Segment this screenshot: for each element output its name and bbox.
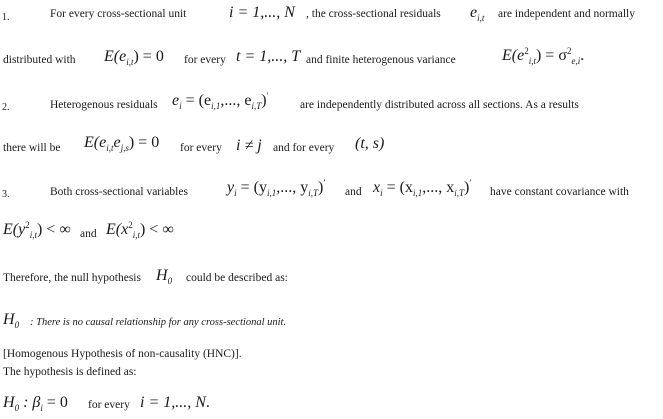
condition-1-number: 1.	[2, 12, 10, 23]
condition-3-math-c: $E(y^2_{i,t})$ < ∞	[3, 220, 71, 240]
condition-3-math-a: $y_i = (y_{i,1}$,..., $y_{i,T})'$	[227, 178, 326, 198]
condition-1-text-c: are independent and normally	[498, 8, 635, 20]
condition-2-math-d: (t, s)	[355, 135, 385, 152]
condition-1-text-f: and finite heterogenous variance	[306, 54, 456, 66]
hnc-text: [Homogenous Hypothesis of non-causality (HNC)].	[3, 348, 242, 360]
condition-2-text-a: Heterogenous residuals	[50, 99, 158, 111]
therefore-text: Therefore, the null hypothesis	[3, 272, 141, 284]
condition-2-text-b: are independently distributed across all sections. As a results	[300, 99, 579, 111]
therefore-end: could be described as:	[186, 272, 288, 284]
final-text: for every	[88, 399, 130, 411]
condition-1-text-b: , the cross-sectional residuals	[306, 8, 441, 20]
therefore-math: $H_0$	[156, 267, 173, 286]
condition-2-text-d: for every	[180, 142, 222, 154]
condition-3-text-c: have constant covariance with	[490, 186, 629, 198]
h0-statement-math: $H_0$	[3, 311, 20, 330]
condition-2-math-a: $e_i = (e_{i,1}$,..., $e_{i,T})'$	[172, 91, 269, 111]
condition-3-math-d: $E(x^2_{i,t})$ < ∞	[106, 220, 174, 240]
final-math-h0: $H_0$ : $\beta_i = 0$	[3, 394, 68, 413]
condition-1-math-c: $E(e_{i,t}) = 0$	[104, 48, 164, 67]
condition-1-math-a: i = 1,..., N	[229, 4, 295, 21]
condition-1-text-e: for every	[184, 54, 226, 66]
condition-2-math-b: $E(e_{i,t}e_{j,s}) = 0$	[84, 134, 160, 153]
condition-3-math-b: $x_i = (x_{i,1}$,..., $x_{i,T})'$	[373, 178, 472, 198]
condition-2-text-c: there will be	[3, 142, 61, 154]
condition-3-text-b: and	[345, 186, 362, 198]
condition-1-math-b: $e_{i,t}$	[470, 4, 485, 23]
condition-1-math-d: t = 1,..., T	[236, 48, 301, 65]
condition-2-math-c: i ≠ j	[236, 137, 262, 154]
condition-3-text-a: Both cross-sectional variables	[50, 186, 188, 198]
condition-1-text-d: distributed with	[3, 54, 76, 66]
condition-1-text-a: For every cross-sectional unit	[50, 8, 187, 20]
condition-2-text-e: and for every	[273, 142, 335, 154]
condition-3-text-d: and	[80, 228, 97, 240]
h0-statement-text: : There is no causal relationship for any cross-sectional unit.	[30, 317, 287, 328]
defined-text: The hypothesis is defined as:	[3, 366, 137, 378]
condition-3-number: 3.	[2, 189, 10, 200]
final-math-range: i = 1,..., N.	[140, 394, 210, 411]
condition-2-number: 2.	[2, 102, 10, 113]
condition-1-math-e: $E(e^2_{i,t}) = \sigma^2_{e,i}$.	[502, 46, 585, 66]
